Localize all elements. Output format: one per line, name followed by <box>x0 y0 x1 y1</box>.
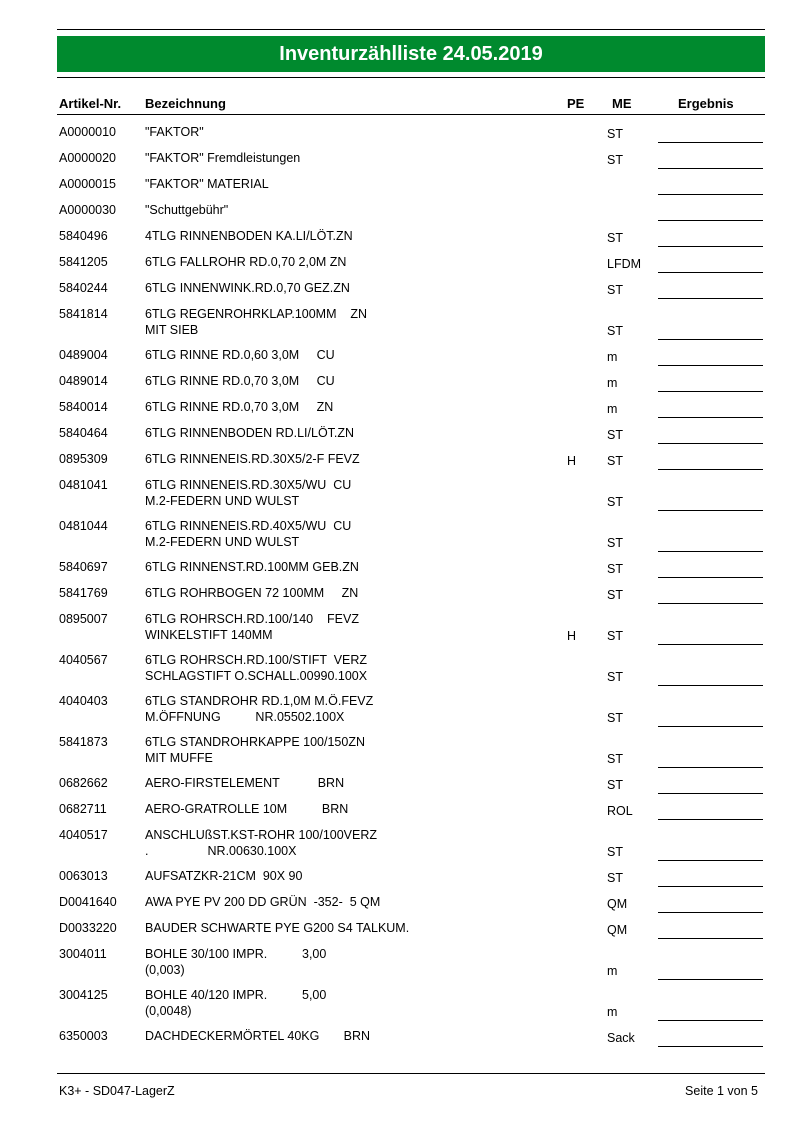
article-number: 5841873 <box>59 735 108 749</box>
article-number: 5840697 <box>59 560 108 574</box>
result-entry-line[interactable] <box>658 603 763 604</box>
unit-of-measure: ROL <box>607 804 633 818</box>
article-description-line2: (0,003) <box>145 963 185 977</box>
article-description-line2: MIT SIEB <box>145 323 199 337</box>
article-description: "FAKTOR" Fremdleistungen <box>145 151 301 165</box>
result-entry-line[interactable] <box>658 168 763 169</box>
unit-of-measure: ST <box>607 454 623 468</box>
table-row <box>0 946 794 987</box>
table-row <box>0 176 794 202</box>
table-row <box>0 801 794 827</box>
table-row <box>0 254 794 280</box>
article-description: "Schuttgebühr" <box>145 203 229 217</box>
table-row <box>0 373 794 399</box>
article-number: 3004011 <box>59 947 107 961</box>
article-number: 5840496 <box>59 229 108 243</box>
article-description: DACHDECKERMÖRTEL 40KG BRN <box>145 1029 371 1043</box>
article-description: ANSCHLUßST.KST-ROHR 100/100VERZ <box>145 828 378 842</box>
result-entry-line[interactable] <box>658 510 763 511</box>
column-header-artikel: Artikel-Nr. <box>59 96 122 111</box>
table-row <box>0 1028 794 1054</box>
unit-of-measure: ST <box>607 324 623 338</box>
article-number: 3004125 <box>59 988 108 1002</box>
packing-unit: H <box>567 629 577 643</box>
article-description: 6TLG ROHRSCH.RD.100/STIFT VERZ <box>145 653 368 667</box>
result-entry-line[interactable] <box>658 142 763 143</box>
article-number: D0033220 <box>59 921 117 935</box>
article-description: 6TLG INNENWINK.RD.0,70 GEZ.ZN <box>145 281 350 295</box>
column-header-row <box>0 96 794 112</box>
result-entry-line[interactable] <box>658 194 763 195</box>
result-entry-line[interactable] <box>658 1020 763 1021</box>
article-description: 6TLG RINNE RD.0,70 3,0M ZN <box>145 400 334 414</box>
article-number: 5841205 <box>59 255 108 269</box>
unit-of-measure: ST <box>607 871 623 885</box>
result-entry-line[interactable] <box>658 365 763 366</box>
article-number: 0063013 <box>59 869 108 883</box>
unit-of-measure: ST <box>607 711 623 725</box>
article-description: 6TLG RINNENEIS.RD.40X5/WU CU <box>145 519 352 533</box>
unit-of-measure: ST <box>607 231 623 245</box>
article-number: 4040567 <box>59 653 108 667</box>
result-entry-line[interactable] <box>658 298 763 299</box>
result-entry-line[interactable] <box>658 391 763 392</box>
article-number: D0041640 <box>59 895 117 909</box>
result-entry-line[interactable] <box>658 979 763 980</box>
table-row <box>0 734 794 775</box>
article-number: 5840464 <box>59 426 108 440</box>
unit-of-measure: m <box>607 964 618 978</box>
result-entry-line[interactable] <box>658 339 763 340</box>
article-description: AUFSATZKR-21CM 90X 90 <box>145 869 303 883</box>
article-description-line2: . NR.00630.100X <box>145 844 297 858</box>
article-description: "FAKTOR" <box>145 125 204 139</box>
article-number: A0000030 <box>59 203 117 217</box>
footer-rule <box>57 1073 765 1074</box>
article-description-line2: M.2-FEDERN UND WULST <box>145 535 300 549</box>
article-description: AERO-GRATROLLE 10M BRN <box>145 802 349 816</box>
table-row <box>0 347 794 373</box>
table-row <box>0 124 794 150</box>
unit-of-measure: ST <box>607 629 623 643</box>
unit-of-measure: ST <box>607 153 623 167</box>
column-header-bezeichnung: Bezeichnung <box>145 96 226 111</box>
article-description-line2: MIT MUFFE <box>145 751 213 765</box>
article-description: 6TLG RINNENEIS.RD.30X5/2-F FEVZ <box>145 452 360 466</box>
table-row <box>0 559 794 585</box>
result-entry-line[interactable] <box>658 793 763 794</box>
table-row <box>0 894 794 920</box>
article-number: 0682711 <box>59 802 107 816</box>
unit-of-measure: m <box>607 402 618 416</box>
article-description-line2: SCHLAGSTIFT O.SCHALL.00990.100X <box>145 669 368 683</box>
article-description: 6TLG RINNENST.RD.100MM GEB.ZN <box>145 560 359 574</box>
unit-of-measure: ST <box>607 283 623 297</box>
unit-of-measure: ST <box>607 588 623 602</box>
article-description: AWA PYE PV 200 DD GRÜN -352- 5 QM <box>145 895 381 909</box>
result-entry-line[interactable] <box>658 886 763 887</box>
table-row <box>0 306 794 347</box>
article-description: BAUDER SCHWARTE PYE G200 S4 TALKUM. <box>145 921 410 935</box>
unit-of-measure: ST <box>607 752 623 766</box>
table-row <box>0 775 794 801</box>
result-entry-line[interactable] <box>658 644 763 645</box>
article-number: 4040403 <box>59 694 108 708</box>
unit-of-measure: m <box>607 1005 618 1019</box>
article-description: 4TLG RINNENBODEN KA.LI/LÖT.ZN <box>145 229 353 243</box>
table-row <box>0 987 794 1028</box>
unit-of-measure: m <box>607 350 618 364</box>
result-entry-line[interactable] <box>658 551 763 552</box>
article-description: 6TLG FALLROHR RD.0,70 2,0M ZN <box>145 255 347 269</box>
column-header-ergebnis: Ergebnis <box>678 96 734 111</box>
unit-of-measure: LFDM <box>607 257 642 271</box>
table-row <box>0 150 794 176</box>
table-row <box>0 585 794 611</box>
unit-of-measure: QM <box>607 897 628 911</box>
article-number: 0489014 <box>59 374 108 388</box>
table-row <box>0 280 794 306</box>
result-entry-line[interactable] <box>658 272 763 273</box>
article-description: 6TLG RINNE RD.0,70 3,0M CU <box>145 374 335 388</box>
unit-of-measure: ST <box>607 536 623 550</box>
article-description: 6TLG RINNE RD.0,60 3,0M CU <box>145 348 335 362</box>
header-rule <box>57 114 765 115</box>
table-row <box>0 652 794 693</box>
unit-of-measure: m <box>607 376 618 390</box>
result-entry-line[interactable] <box>658 685 763 686</box>
result-entry-line[interactable] <box>658 860 763 861</box>
article-number: 0895007 <box>59 612 108 626</box>
result-entry-line[interactable] <box>658 443 763 444</box>
article-number: 0481044 <box>59 519 108 533</box>
unit-of-measure: ST <box>607 845 623 859</box>
article-description: 6TLG ROHRSCH.RD.100/140 FEVZ <box>145 612 359 626</box>
article-number: 5841814 <box>59 307 108 321</box>
result-entry-line[interactable] <box>658 767 763 768</box>
column-header-pe: PE <box>567 96 585 111</box>
table-row <box>0 202 794 228</box>
result-entry-line[interactable] <box>658 246 763 247</box>
article-number: 5840244 <box>59 281 108 295</box>
table-row <box>0 827 794 868</box>
inventory-table <box>0 124 794 1054</box>
unit-of-measure: ST <box>607 127 623 141</box>
unit-of-measure: QM <box>607 923 628 937</box>
article-description: AERO-FIRSTELEMENT BRN <box>145 776 345 790</box>
article-number: 4040517 <box>59 828 108 842</box>
table-row <box>0 477 794 518</box>
footer-report-id: K3+ - SD047-LagerZ <box>59 1084 175 1098</box>
article-number: 0489004 <box>59 348 108 362</box>
table-row <box>0 920 794 946</box>
article-description-line2: M.2-FEDERN UND WULST <box>145 494 300 508</box>
article-description-line2: WINKELSTIFT 140MM <box>145 628 273 642</box>
article-description: 6TLG RINNENBODEN RD.LI/LÖT.ZN <box>145 426 355 440</box>
result-entry-line[interactable] <box>658 912 763 913</box>
article-number: 0895309 <box>59 452 108 466</box>
packing-unit: H <box>567 454 577 468</box>
document-title: Inventurzählliste 24.05.2019 <box>57 36 765 72</box>
article-number: A0000015 <box>59 177 117 191</box>
table-row <box>0 425 794 451</box>
article-number: 6350003 <box>59 1029 108 1043</box>
article-description-line2: (0,0048) <box>145 1004 192 1018</box>
table-row <box>0 868 794 894</box>
table-row <box>0 451 794 477</box>
column-header-me: ME <box>612 96 632 111</box>
result-entry-line[interactable] <box>658 819 763 820</box>
result-entry-line[interactable] <box>658 1046 763 1047</box>
top-rule <box>57 29 765 30</box>
unit-of-measure: ST <box>607 428 623 442</box>
article-description: BOHLE 30/100 IMPR. 3,00 <box>145 947 327 961</box>
result-entry-line[interactable] <box>658 577 763 578</box>
table-row <box>0 518 794 559</box>
article-description-line2: M.ÖFFNUNG NR.05502.100X <box>145 710 345 724</box>
article-description: 6TLG STANDROHRKAPPE 100/150ZN <box>145 735 365 749</box>
title-rule <box>57 77 765 78</box>
article-number: 5841769 <box>59 586 108 600</box>
article-number: 5840014 <box>59 400 108 414</box>
result-entry-line[interactable] <box>658 417 763 418</box>
article-description: 6TLG REGENROHRKLAP.100MM ZN <box>145 307 368 321</box>
article-description: 6TLG ROHRBOGEN 72 100MM ZN <box>145 586 359 600</box>
unit-of-measure: ST <box>607 562 623 576</box>
article-description: 6TLG RINNENEIS.RD.30X5/WU CU <box>145 478 352 492</box>
table-row <box>0 228 794 254</box>
article-number: 0481041 <box>59 478 108 492</box>
unit-of-measure: ST <box>607 495 623 509</box>
article-number: A0000020 <box>59 151 117 165</box>
result-entry-line[interactable] <box>658 726 763 727</box>
result-entry-line[interactable] <box>658 220 763 221</box>
article-description: "FAKTOR" MATERIAL <box>145 177 269 191</box>
unit-of-measure: Sack <box>607 1031 635 1045</box>
unit-of-measure: ST <box>607 670 623 684</box>
result-entry-line[interactable] <box>658 469 763 470</box>
article-number: 0682662 <box>59 776 108 790</box>
table-row <box>0 399 794 425</box>
article-number: A0000010 <box>59 125 117 139</box>
footer-page-number: Seite 1 von 5 <box>685 1084 758 1098</box>
article-description: BOHLE 40/120 IMPR. 5,00 <box>145 988 327 1002</box>
unit-of-measure: ST <box>607 778 623 792</box>
table-row <box>0 693 794 734</box>
article-description: 6TLG STANDROHR RD.1,0M M.Ö.FEVZ <box>145 694 374 708</box>
table-row <box>0 611 794 652</box>
result-entry-line[interactable] <box>658 938 763 939</box>
